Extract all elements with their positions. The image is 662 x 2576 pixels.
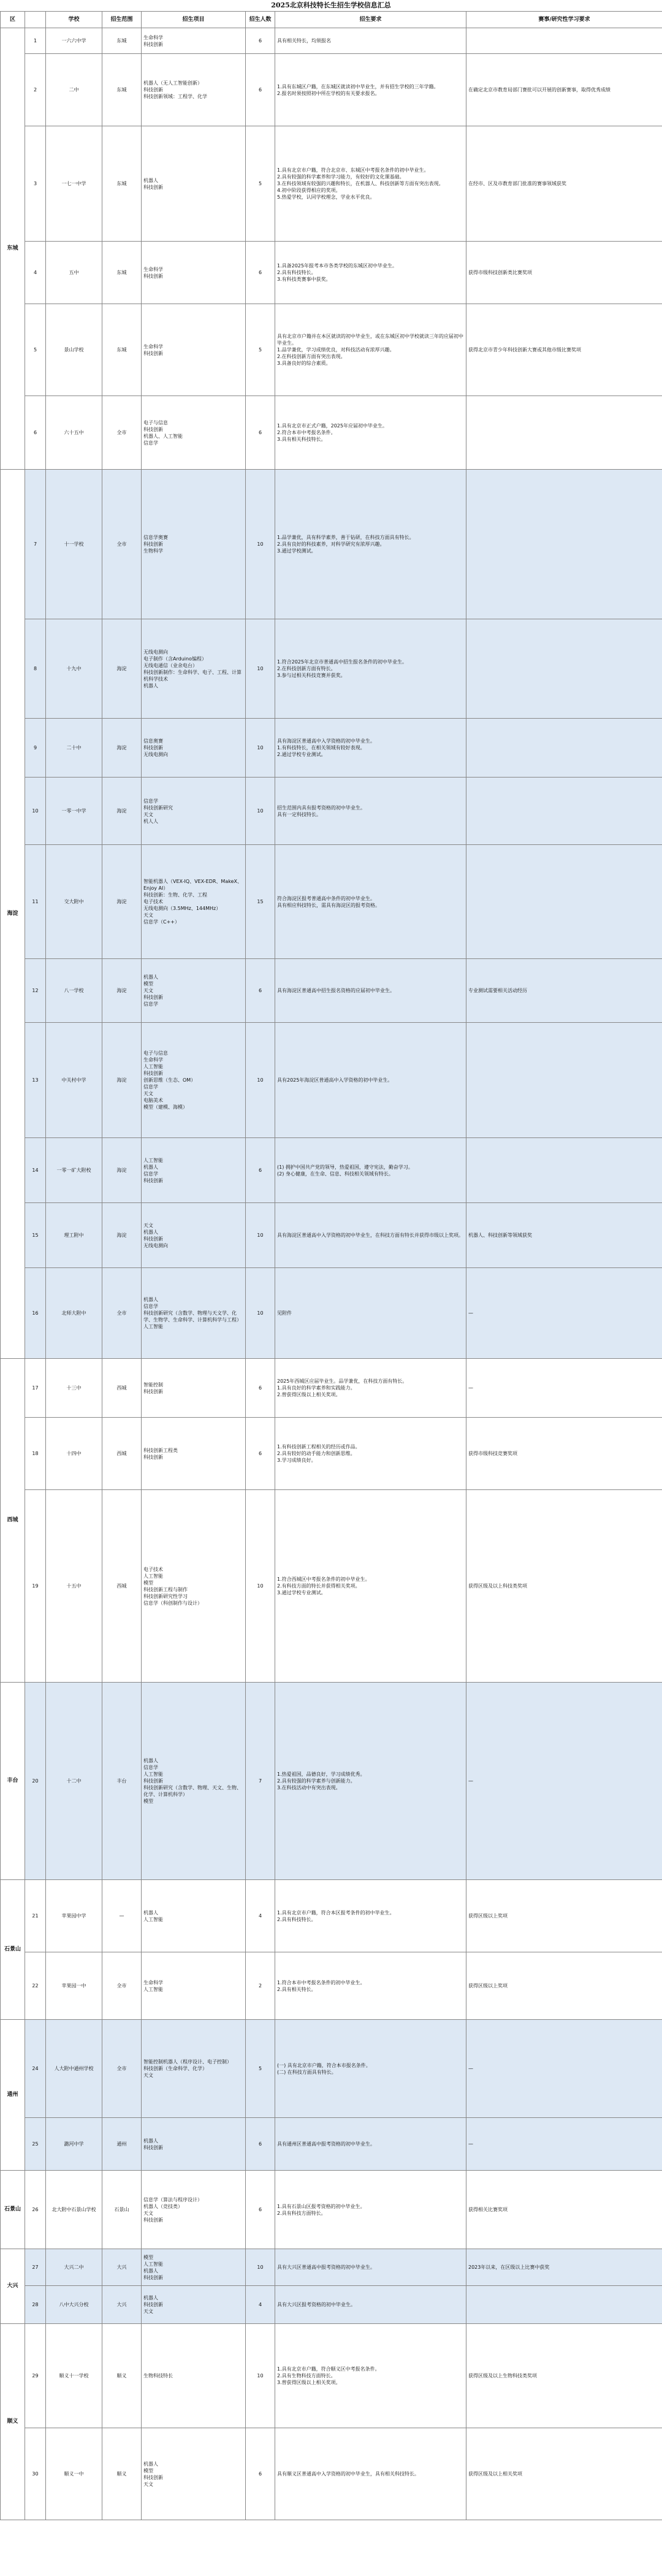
scope-cell: 通州 [102, 2118, 142, 2171]
project-cell: 科技创新工程类 科技创新 [142, 1418, 246, 1490]
competition-cell: 获得区级及以上生物科技类奖项 [466, 2324, 662, 2428]
competition-cell [466, 396, 662, 470]
index-cell: 26 [25, 2171, 46, 2249]
count-cell: 15 [246, 845, 275, 959]
school-cell: 一零一中学 [46, 778, 102, 845]
project-cell: 信息学（算法与程序设计） 机器人（竞技类） 天文 科技创新 [142, 2171, 246, 2249]
project-cell: 机器人 信息学 人工智能 科技创新 科技创新研究（含数学、物理、天文、生物、化学、计算机科学） 模型 [142, 1683, 246, 1880]
competition-cell [466, 2286, 662, 2324]
table-row [1, 1952, 662, 2020]
competition-cell [466, 1023, 662, 1138]
project-cell: 生命科学 科技创新 [142, 242, 246, 304]
scope-cell: 海淀 [102, 1023, 142, 1138]
table-row [1, 304, 662, 396]
school-cell: 北大附中石景山学校 [46, 2171, 102, 2249]
scope-cell: 海淀 [102, 959, 142, 1023]
project-cell: 电子与信息 科技创新 机器人、人工智能 信息学 [142, 396, 246, 470]
requirements-cell: 1.热爱祖国，品德良好，学习成绩优秀。 2.具有较强的科学素养与创新能力。 3.在科技活动中有突出表现。 [275, 1683, 466, 1880]
competition-cell: — [466, 2020, 662, 2118]
count-cell: 10 [246, 778, 275, 845]
project-cell: 生命科学 科技创新 [142, 28, 246, 54]
scope-cell: 东城 [102, 304, 142, 396]
count-cell: 6 [246, 959, 275, 1023]
count-cell: 7 [246, 1683, 275, 1880]
count-cell: 2 [246, 1952, 275, 2020]
competition-cell [466, 1138, 662, 1203]
requirements-cell: 招生范围内具有报考资格的初中毕业生。 具有一定科技特长。 [275, 778, 466, 845]
table-row [1, 1203, 662, 1268]
count-cell: 10 [246, 1490, 275, 1683]
table-row [1, 1490, 662, 1683]
scope-cell: 全市 [102, 1268, 142, 1359]
table-row [1, 2118, 662, 2171]
table-row [1, 1880, 662, 1952]
requirements-cell: 2025年西城区应届毕业生。品学兼优，在科技方面有特长。 1.具有良好的科学素养和实践能力。 2.曾获得区级以上相关奖项。 [275, 1359, 466, 1418]
count-cell: 6 [246, 54, 275, 126]
competition-cell: 获得区级及以上相关奖项 [466, 2428, 662, 2520]
table-row [1, 2286, 662, 2324]
district-cell: 石景山 [1, 2171, 25, 2249]
count-cell: 6 [246, 2171, 275, 2249]
table-row [1, 1023, 662, 1138]
count-cell: 10 [246, 1023, 275, 1138]
project-cell: 模型 人工智能 机器人 科技创新 [142, 2249, 246, 2286]
project-cell: 智能控制机器人（程序设计、电子控制） 科技创新（生命科学、化学） 天文 [142, 2020, 246, 2118]
school-cell: 二十中 [46, 719, 102, 778]
school-cell: 景山学校 [46, 304, 102, 396]
document-title: 2025北京科技特长生招生学校信息汇总 [271, 1, 391, 9]
school-cell: 二中 [46, 54, 102, 126]
index-cell: 21 [25, 1880, 46, 1952]
index-cell: 5 [25, 304, 46, 396]
scope-cell: 海淀 [102, 778, 142, 845]
count-cell: 6 [246, 396, 275, 470]
project-cell: 智能机器人（VEX-IQ、VEX-EDR、MakeX、Enjoy AI） 科技创新：生物、化学、工程 电子技术 无线电测向（3.5MHz、144MHz） 天文 信息学（C++） [142, 845, 246, 959]
scope-cell: 海淀 [102, 719, 142, 778]
requirements-cell: 1.具有北京市户籍，符合北京市、东城区中考报名条件的初中毕业生。 2.具有较强的科学素养和学习能力，有较好的文化课基础。 3.在科技领域有较强的兴趣和特长，在机器人、科技创新等方面有突出表现。 4.初中阶段获得相应的奖项。 5.热爱学校，认同学校理念，学业水平优良。 [275, 126, 466, 242]
competition-cell: — [466, 1268, 662, 1359]
index-cell: 16 [25, 1268, 46, 1359]
competition-cell [466, 470, 662, 619]
index-cell: 12 [25, 959, 46, 1023]
index-cell: 6 [25, 396, 46, 470]
competition-cell: — [466, 2118, 662, 2171]
header-school: 学校 [46, 12, 102, 28]
scope-cell: 海淀 [102, 845, 142, 959]
district-cell: 西城 [1, 1359, 25, 1683]
table-row [1, 959, 662, 1023]
count-cell: 10 [246, 2324, 275, 2428]
table-row [1, 2020, 662, 2118]
project-cell: 机器人 科技创新 天文 [142, 2286, 246, 2324]
school-cell: 人大附中通州学校 [46, 2020, 102, 2118]
table-row [1, 2249, 662, 2286]
table-row [1, 2428, 662, 2520]
competition-cell: 2023年以来，在区级以上比赛中获奖 [466, 2249, 662, 2286]
table-row [1, 2171, 662, 2249]
index-cell: 7 [25, 470, 46, 619]
table-row [1, 28, 662, 54]
count-cell: 10 [246, 619, 275, 719]
school-cell: 顺义一中 [46, 2428, 102, 2520]
header-scope: 招生范围 [102, 12, 142, 28]
school-cell: 理工附中 [46, 1203, 102, 1268]
count-cell: 10 [246, 719, 275, 778]
header-index [25, 12, 46, 28]
project-cell: 天文 机器人 科技创新 无线电测向 [142, 1203, 246, 1268]
table-row [1, 1268, 662, 1359]
project-cell: 电子技术 人工智能 模型 科技创新工程与制作 科技创新研究性学习 信息学（科创制作与设计） [142, 1490, 246, 1683]
index-cell: 18 [25, 1418, 46, 1490]
project-cell: 人工智能 机器人 信息学 科技创新 [142, 1138, 246, 1203]
index-cell: 8 [25, 619, 46, 719]
school-cell: 苹果园中学 [46, 1880, 102, 1952]
table-row [1, 1418, 662, 1490]
table-row [1, 1138, 662, 1203]
district-cell: 大兴 [1, 2249, 25, 2324]
competition-cell [466, 845, 662, 959]
requirements-cell: 1.具有北京市户籍，符合顺义区中考报名条件。 2.具有生物科技方面特长。 3.曾获得区级以上相关奖项。 [275, 2324, 466, 2428]
competition-cell [466, 619, 662, 719]
competition-cell: 在确定北京市教育局部门赛批可以开展的创新赛事，取得优秀成绩 [466, 54, 662, 126]
scope-cell: 顺义 [102, 2324, 142, 2428]
competition-cell: — [466, 1359, 662, 1418]
index-cell: 4 [25, 242, 46, 304]
header-competition: 赛事/研究性学习要求 [466, 12, 662, 28]
requirements-cell: 具有海淀区普通高中招生报名资格的应届初中毕业生。 [275, 959, 466, 1023]
index-cell: 22 [25, 1952, 46, 2020]
requirements-cell: 1.具有石景山区报考资格的初中毕业生。 2.具有科技方面特长。 [275, 2171, 466, 2249]
count-cell: 6 [246, 1359, 275, 1418]
scope-cell: 海淀 [102, 1203, 142, 1268]
scope-cell: 大兴 [102, 2286, 142, 2324]
project-cell: 机器人 科技创新 [142, 2118, 246, 2171]
table-row [1, 719, 662, 778]
project-cell: 生命科学 科技创新 [142, 304, 246, 396]
table-row [1, 242, 662, 304]
requirements-cell: 符合海淀区报考普通高中条件的初中毕业生。 具有相应科技特长，需具有海淀区的报考资格。 [275, 845, 466, 959]
project-cell: 电子与信息 生命科学 人工智能 科技创新 创新思维（生态、OM） 信息学 天文 电脑美术 模型（建模、海模） [142, 1023, 246, 1138]
index-cell: 25 [25, 2118, 46, 2171]
school-cell: 一七一中学 [46, 126, 102, 242]
school-cell: 中关村中学 [46, 1023, 102, 1138]
district-cell: 东城 [1, 28, 25, 470]
requirements-cell: 具有顺义区普通高中入学资格的初中毕业生，具有相关科技特长。 [275, 2428, 466, 2520]
table-row [1, 1683, 662, 1880]
scope-cell: 东城 [102, 126, 142, 242]
table-row [1, 396, 662, 470]
district-cell: 顺义 [1, 2324, 25, 2520]
project-cell: 信息学奥赛 科技创新 生物科学 [142, 470, 246, 619]
project-cell: 机器人 模型 科技创新 天文 [142, 2428, 246, 2520]
school-cell: 八一学校 [46, 959, 102, 1023]
scope-cell: 西城 [102, 1359, 142, 1418]
requirements-cell: 1.符合2025年北京市普通高中招生报名条件的初中毕业生。 2.在科技创新方面有特长。 3.参与过相关科技竞赛并获奖。 [275, 619, 466, 719]
school-cell: 交大附中 [46, 845, 102, 959]
project-cell: 机器人 科技创新 [142, 126, 246, 242]
count-cell: 4 [246, 2286, 275, 2324]
project-cell: 智能控制 科技创新 [142, 1359, 246, 1418]
scope-cell: 海淀 [102, 1138, 142, 1203]
index-cell: 17 [25, 1359, 46, 1418]
index-cell: 19 [25, 1490, 46, 1683]
project-cell: 机器人 模型 天文 科技创新 信息学 [142, 959, 246, 1023]
index-cell: 14 [25, 1138, 46, 1203]
index-cell: 13 [25, 1023, 46, 1138]
table-body [1, 28, 662, 2520]
competition-cell [466, 719, 662, 778]
count-cell: 6 [246, 2118, 275, 2171]
requirements-cell: 见附件 [275, 1268, 466, 1359]
project-cell: 生物科技特长 [142, 2324, 246, 2428]
requirements-cell: 具有2025年海淀区普通高中入学资格的初中毕业生。 [275, 1023, 466, 1138]
scope-cell: 全市 [102, 396, 142, 470]
count-cell: 6 [246, 2428, 275, 2520]
school-cell: 苹果园一中 [46, 1952, 102, 2020]
requirements-cell: 1.有科技创新工程相关的经历或作品。 2.具有较好的动手能力和创新思维。 3.学习成绩良好。 [275, 1418, 466, 1490]
count-cell: 6 [246, 1138, 275, 1203]
count-cell: 5 [246, 126, 275, 242]
table-row [1, 1359, 662, 1418]
count-cell: 4 [246, 1880, 275, 1952]
table-row [1, 126, 662, 242]
requirements-cell: 具有大兴区普通高中报考资格的初中毕业生。 [275, 2249, 466, 2286]
school-cell: 大兴二中 [46, 2249, 102, 2286]
index-cell: 24 [25, 2020, 46, 2118]
scope-cell: 东城 [102, 242, 142, 304]
index-cell: 28 [25, 2286, 46, 2324]
requirements-cell: 1.具备2025年报考本市各类学校的东城区初中毕业生。 2.具有科技特长。 3.有科技类赛事中获奖。 [275, 242, 466, 304]
competition-cell: 获得区级以上奖项 [466, 1880, 662, 1952]
index-cell: 10 [25, 778, 46, 845]
count-cell: 5 [246, 304, 275, 396]
requirements-cell: 1.具有北京市正式户籍，2025年应届初中毕业生。 2.符合本市中考报名条件。 3.具有相关科技特长。 [275, 396, 466, 470]
requirements-cell: 具有海淀区普通高中入学资格的初中毕业生，在科技方面有特长并获得市级以上奖项。 [275, 1203, 466, 1268]
district-cell: 海淀 [1, 470, 25, 1359]
requirements-cell: 具有大兴区报考资格的初中毕业生。 [275, 2286, 466, 2324]
table-row [1, 619, 662, 719]
header-project: 招生项目 [142, 12, 246, 28]
school-cell: 顺义十一学校 [46, 2324, 102, 2428]
competition-cell: 获得市级科技创新类比赛奖项 [466, 242, 662, 304]
count-cell: 10 [246, 2249, 275, 2286]
competition-cell: 获得相关比赛奖项 [466, 2171, 662, 2249]
requirements-cell: 具有海淀区普通高中入学资格的初中毕业生。 1.有科技特长，在相关领域有较好表现。 2.通过学校专业测试。 [275, 719, 466, 778]
scope-cell: 东城 [102, 28, 142, 54]
table-row [1, 470, 662, 619]
project-cell: 生命科学 人工智能 [142, 1952, 246, 2020]
header-count: 招生人数 [246, 12, 275, 28]
index-cell: 30 [25, 2428, 46, 2520]
requirements-cell: 1.品学兼优，具有科学素养，善于钻研，在科技方面具有特长。 2.具有良好的科技素养，对科学研究有浓厚兴趣。 3.通过学校测试。 [275, 470, 466, 619]
index-cell: 1 [25, 28, 46, 54]
index-cell: 27 [25, 2249, 46, 2286]
scope-cell: 顺义 [102, 2428, 142, 2520]
district-cell: 通州 [1, 2020, 25, 2171]
scope-cell: 东城 [102, 54, 142, 126]
competition-cell: 在经市、区及市教育部门批准的赛事领域获奖 [466, 126, 662, 242]
count-cell: 5 [246, 2020, 275, 2118]
project-cell: 机器人（无人工智能创新） 科技创新 科技创新领域：工程学、化学 [142, 54, 246, 126]
school-cell: 十一学校 [46, 470, 102, 619]
requirements-cell: (一) 具有北京市户籍，符合本市报名条件。 (二) 在科技方面具有特长。 [275, 2020, 466, 2118]
project-cell: 机器人 信息学 科技创新研究（含数学、物理与天文学、化学、生物学、生命科学、计算机科学与工程） 人工智能 [142, 1268, 246, 1359]
school-cell: 十三中 [46, 1359, 102, 1418]
competition-cell: 获得北京市青少年科技创新大赛或其他市级比赛奖项 [466, 304, 662, 396]
district-cell: 石景山 [1, 1880, 25, 2020]
requirements-cell: 1.符合本市中考报名条件的初中毕业生。 2.具有相关特长。 [275, 1952, 466, 2020]
school-cell: 十九中 [46, 619, 102, 719]
scope-cell: 全市 [102, 1952, 142, 2020]
requirements-cell: 1.具有北京市户籍，符合本区报考条件的初中毕业生。 2.具有科技特长。 [275, 1880, 466, 1952]
school-cell: 潞河中学 [46, 2118, 102, 2171]
scope-cell: 全市 [102, 2020, 142, 2118]
school-cell: 十二中 [46, 1683, 102, 1880]
count-cell: 6 [246, 242, 275, 304]
competition-cell: 获得市级科技竞赛奖项 [466, 1418, 662, 1490]
project-cell: 无线电测向 电子制作（含Arduino编程） 无线电通信（业余电台） 科技创新制作：生命科学、电子、工程、计算机科学技术 机器人 [142, 619, 246, 719]
district-cell: 丰台 [1, 1683, 25, 1880]
scope-cell: 丰台 [102, 1683, 142, 1880]
table-row [1, 845, 662, 959]
count-cell: 10 [246, 1203, 275, 1268]
table-row [1, 778, 662, 845]
scope-cell: 海淀 [102, 619, 142, 719]
school-cell: 五中 [46, 242, 102, 304]
index-cell: 2 [25, 54, 46, 126]
school-cell: 十五中 [46, 1490, 102, 1683]
school-cell: 十四中 [46, 1418, 102, 1490]
competition-cell [466, 778, 662, 845]
scope-cell: — [102, 1880, 142, 1952]
school-cell: 北师大附中 [46, 1268, 102, 1359]
project-cell: 信息奥赛 科技创新 无线电测向 [142, 719, 246, 778]
school-cell: 八中大兴分校 [46, 2286, 102, 2324]
scope-cell: 石景山 [102, 2171, 142, 2249]
schools-table [0, 11, 662, 2520]
school-cell: 六十五中 [46, 396, 102, 470]
project-cell: 机器人 人工智能 [142, 1880, 246, 1952]
table-row [1, 2324, 662, 2428]
scope-cell: 全市 [102, 470, 142, 619]
index-cell: 29 [25, 2324, 46, 2428]
count-cell: 6 [246, 28, 275, 54]
competition-cell: — [466, 1683, 662, 1880]
project-cell: 信息学 科技创新研究 天文 机人人 [142, 778, 246, 845]
scope-cell: 大兴 [102, 2249, 142, 2286]
index-cell: 20 [25, 1683, 46, 1880]
requirements-cell: 1.具有东城区户籍，在东城区就读初中毕业生，并有招生学校的三年学籍。 2.报名时须按照初中所在学校的有关要求报名。 [275, 54, 466, 126]
index-cell: 11 [25, 845, 46, 959]
count-cell: 6 [246, 1418, 275, 1490]
school-cell: 一六六中学 [46, 28, 102, 54]
competition-cell [466, 28, 662, 54]
header-district: 区 [1, 12, 25, 28]
competition-cell: 获得区级以上奖项 [466, 1952, 662, 2020]
table-header-row [1, 12, 662, 28]
requirements-cell: 1.符合西城区中考报名条件的初中毕业生。 2.有科技方面的特长并获得相关奖项。 3.通过学校专业测试。 [275, 1490, 466, 1683]
scope-cell: 西城 [102, 1418, 142, 1490]
competition-cell: 获得区级及以上科技类奖项 [466, 1490, 662, 1683]
requirements-cell: (1) 拥护中国共产党的领导，热爱祖国，遵守宪法，勤奋学习。 (2) 身心健康，在生命、信息、科技相关领域有特长。 [275, 1138, 466, 1203]
index-cell: 3 [25, 126, 46, 242]
scope-cell: 西城 [102, 1490, 142, 1683]
count-cell: 10 [246, 470, 275, 619]
competition-cell: 机器人、科技创新等领域获奖 [466, 1203, 662, 1268]
index-cell: 15 [25, 1203, 46, 1268]
table-row [1, 54, 662, 126]
header-requirements: 招生要求 [275, 12, 466, 28]
count-cell: 10 [246, 1268, 275, 1359]
competition-cell: 专业测试需要相关活动经历 [466, 959, 662, 1023]
requirements-cell: 具有北京市户籍并在本区就读的初中毕业生，或在东城区初中学校就读三年的应届初中毕业生。 1.品学兼优，学习成绩优良，对科技活动有浓厚兴趣。 2.在科技创新方面有突出表现。 3.具备良好的综合素质。 [275, 304, 466, 396]
requirements-cell: 具有相关特长，均须报名 [275, 28, 466, 54]
requirements-cell: 具有通州区普通高中报考资格的初中毕业生。 [275, 2118, 466, 2171]
index-cell: 9 [25, 719, 46, 778]
school-cell: 一零一矿大附校 [46, 1138, 102, 1203]
